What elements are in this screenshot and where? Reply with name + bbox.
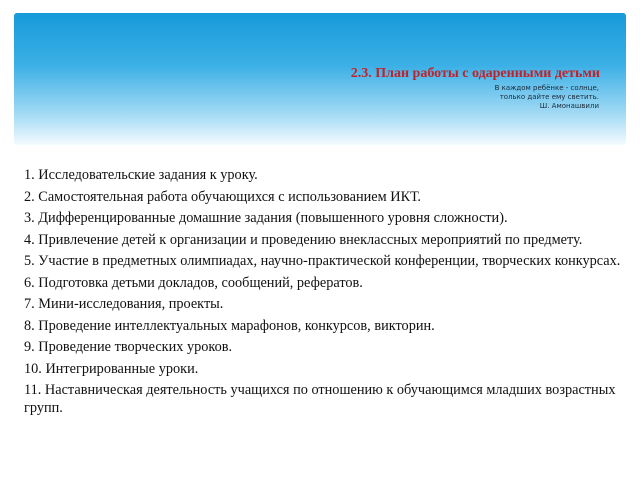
list-item: 1. Исследовательские задания к уроку. xyxy=(24,167,258,183)
epigraph-line-2: только дайте ему светить. xyxy=(499,93,599,101)
list-item: 5. Участие в предметных олимпиадах, научно-практической конференции, творческих конкурсах. xyxy=(24,253,621,269)
list-item: 11. Наставническая деятельность учащихся по отношению к обучающимся младших возрастных групп. xyxy=(24,382,616,416)
list-item: 6. Подготовка детьми докладов, сообщений, рефератов. xyxy=(24,274,363,291)
list-item: 9. Проведение творческих уроков. xyxy=(24,339,233,355)
epigraph-line-1: В каждом ребёнке - солнце, xyxy=(494,84,599,92)
epigraph-author: Ш. Амонашвили xyxy=(539,102,599,110)
list-item: 10. Интегрированные уроки. xyxy=(24,360,199,377)
list-item: 7. Мини-исследования, проекты. xyxy=(24,296,224,312)
list-item: 8. Проведение интеллектуальных марафонов, конкурсов, викторин. xyxy=(24,317,435,334)
list-item: 4. Привлечение детей к организации и проведению внеклассных мероприятий по предмету. xyxy=(24,231,583,248)
slide-title: 2.3. План работы с одаренными детьми xyxy=(350,66,600,81)
list-item: 3. Дифференцированные домашние задания (повышенного уровня сложности). xyxy=(24,210,508,226)
epigraph xyxy=(495,84,599,111)
list-item: 2. Самостоятельная работа обучающихся с использованием ИКТ. xyxy=(24,188,421,205)
work-plan-list xyxy=(24,167,624,421)
